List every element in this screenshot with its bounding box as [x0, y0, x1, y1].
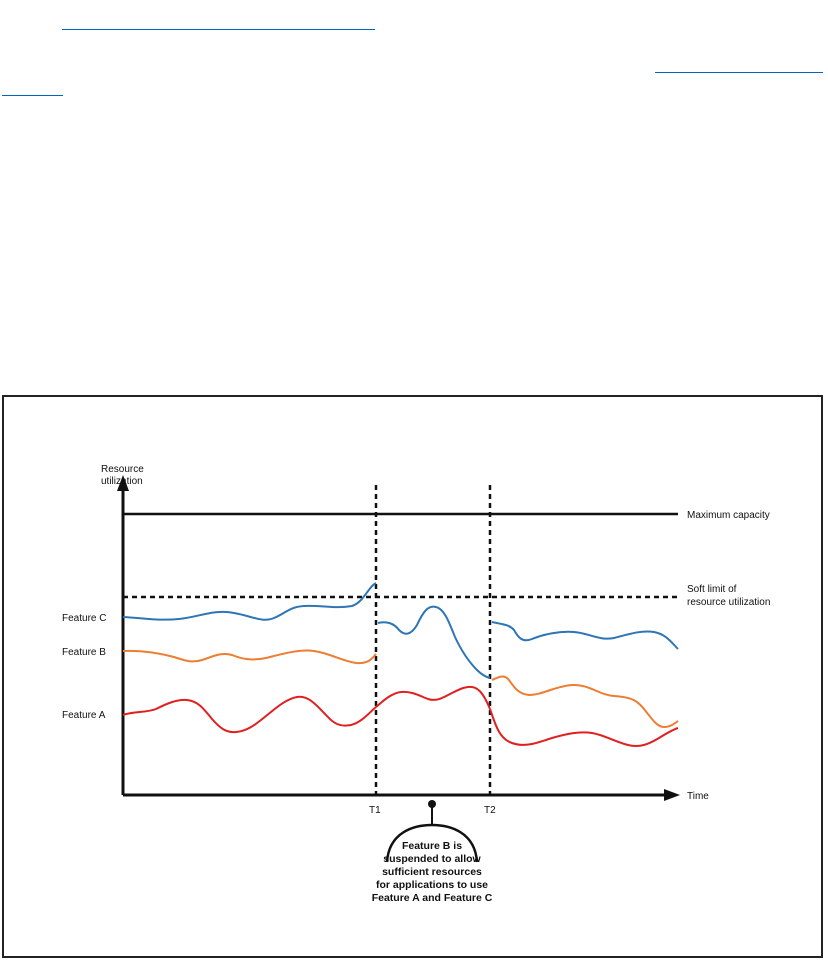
feature-a-line-segment-3: [490, 709, 678, 746]
hyperlink-underline-left[interactable]: [2, 95, 63, 96]
chart-frame: [2, 395, 823, 958]
series-label-feature-c: Feature C: [62, 613, 107, 624]
hyperlink-underline-top[interactable]: [62, 29, 375, 30]
callout-line-3: sufficient resources: [382, 866, 482, 878]
hyperlink-underline-right[interactable]: [655, 72, 823, 73]
feature-b-line-segment-1: [123, 651, 376, 664]
soft-limit-label-line2: resource utilization: [687, 597, 771, 608]
chart-svg: [4, 397, 821, 956]
y-axis-label-line1: Resource: [101, 464, 144, 475]
series-label-feature-b: Feature B: [62, 647, 106, 658]
soft-limit-label-line1: Soft limit of: [687, 584, 737, 595]
callout-line-2: suspended to allow: [383, 853, 481, 865]
feature-c-line-segment-3: [492, 622, 678, 649]
feature-a-line-segment-1: [123, 697, 376, 732]
callout-line-5: Feature A and Feature C: [371, 892, 493, 904]
callout-line-1: Feature B is: [401, 840, 463, 852]
feature-b-line-segment-2: [492, 677, 678, 727]
series-label-feature-a: Feature A: [62, 710, 106, 721]
feature-c-line-segment-1: [123, 583, 376, 620]
y-axis-label-line2: utilization: [101, 476, 143, 487]
x-tick-t2: T2: [484, 805, 496, 816]
feature-c-line-segment-2: [378, 607, 490, 678]
x-axis-label: Time: [687, 791, 709, 802]
x-axis-arrow-icon: [664, 789, 680, 801]
maximum-capacity-label: Maximum capacity: [687, 510, 770, 521]
feature-a-line-segment-2: [376, 687, 490, 709]
x-tick-t1: T1: [369, 805, 381, 816]
callout-line-4: for applications to use: [375, 879, 489, 891]
